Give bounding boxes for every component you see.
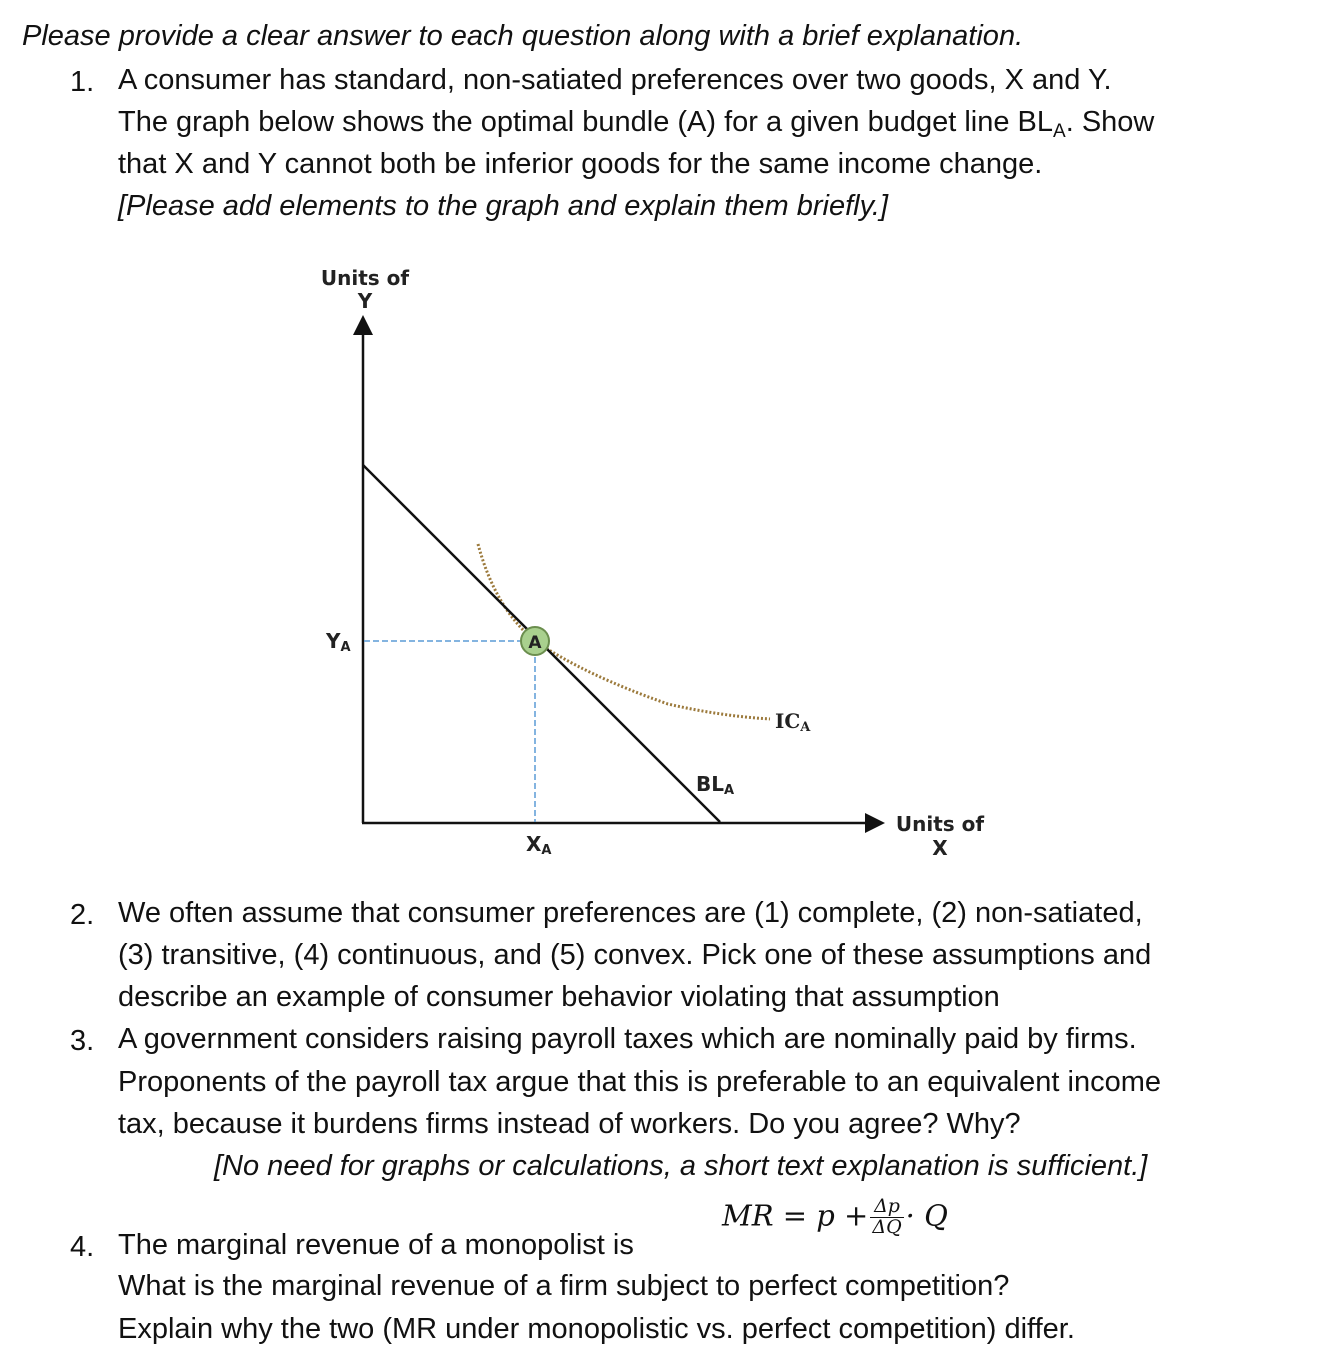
question-1-line-2-tail: . Show bbox=[1065, 106, 1155, 138]
x-axis-label-line-1: Units of bbox=[895, 812, 985, 836]
instructions: Please provide a clear answer to each question along with a brief explanation. bbox=[22, 20, 1024, 52]
question-3-line-2: Proponents of the payroll tax argue that this is preferable to an equivalent income bbox=[118, 1066, 1162, 1098]
x-axis-label-line-2: X bbox=[932, 836, 948, 860]
question-4-line-1: The marginal revenue of a monopolist is bbox=[118, 1229, 634, 1261]
y-tick-label: YA bbox=[326, 629, 351, 655]
y-axis-label-line-2: Y bbox=[357, 289, 373, 313]
question-2-line-1: We often assume that consumer preferences are (1) complete, (2) non-satiated, bbox=[118, 897, 1143, 929]
question-4-line-3: Explain why the two (MR under monopolistic vs. perfect competition) differ. bbox=[118, 1313, 1075, 1345]
question-3-line-1: A government considers raising payroll taxes which are nominally paid by firms. bbox=[118, 1023, 1137, 1055]
question-3-line-3: tax, because it burdens firms instead of workers. Do you agree? Why? bbox=[118, 1108, 1021, 1140]
question-1-line-2-text: The graph below shows the optimal bundle (A) for a given budget line BL bbox=[118, 106, 1054, 138]
question-4-number: 4. bbox=[70, 1231, 95, 1263]
question-3-note: [No need for graphs or calculations, a short text explanation is sufficient.] bbox=[214, 1150, 1148, 1182]
question-2-line-2: (3) transitive, (4) continuous, and (5) convex. Pick one of these assumptions and bbox=[118, 939, 1152, 971]
y-axis-label-line-1: Units of bbox=[320, 266, 410, 290]
question-1-line-2-subscript: A bbox=[1053, 121, 1066, 142]
question-4-line-2: What is the marginal revenue of a firm subject to perfect competition? bbox=[118, 1270, 1010, 1302]
budget-line-label: BLA bbox=[696, 772, 735, 798]
marginal-revenue-formula bbox=[722, 1197, 948, 1238]
formula-lhs: MR = p + bbox=[722, 1198, 869, 1233]
question-1-line-1: A consumer has standard, non-satiated preferences over two goods, X and Y. bbox=[118, 64, 1112, 96]
optimal-bundle-label: A bbox=[528, 633, 542, 653]
formula-denominator: ΔQ bbox=[872, 1215, 902, 1238]
question-1-number: 1. bbox=[70, 66, 95, 98]
formula-rhs: · Q bbox=[905, 1198, 948, 1233]
formula-fraction bbox=[870, 1197, 903, 1238]
question-1-note: [Please add elements to the graph and explain them briefly.] bbox=[118, 190, 889, 222]
indifference-curve bbox=[478, 544, 770, 719]
question-1-line-3: that X and Y cannot both be inferior goods for the same income change. bbox=[118, 148, 1043, 180]
x-tick-label: XA bbox=[526, 832, 552, 858]
formula-numerator: Δp bbox=[870, 1197, 903, 1218]
question-2-number: 2. bbox=[70, 899, 95, 931]
question-3-number: 3. bbox=[70, 1025, 95, 1057]
question-2-line-3: describe an example of consumer behavior violating that assumption bbox=[118, 981, 1000, 1013]
indifference-curve-label: ICA bbox=[775, 709, 811, 735]
